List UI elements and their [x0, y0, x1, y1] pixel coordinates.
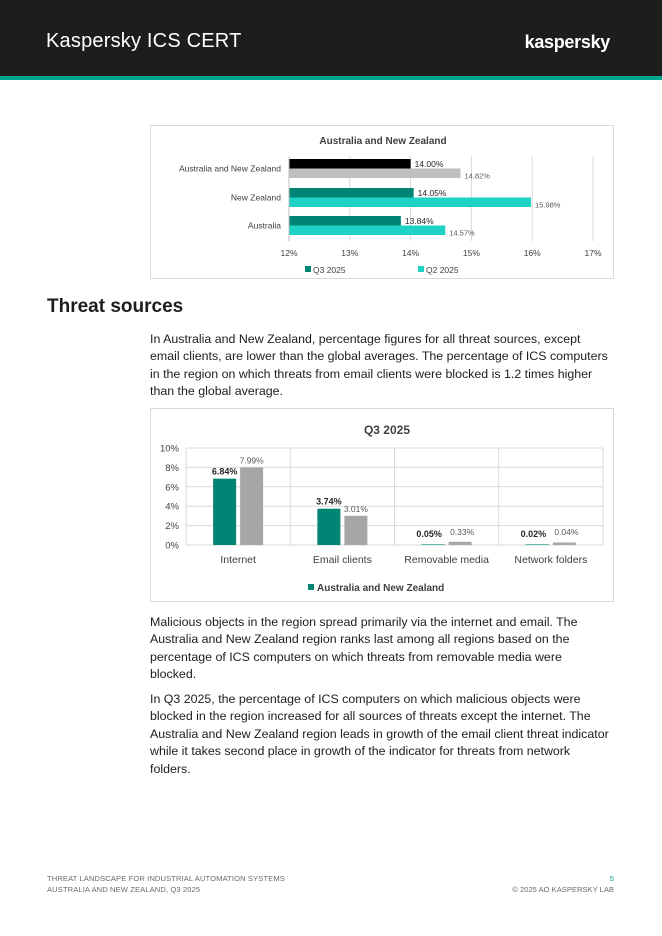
section-title: Threat sources: [47, 296, 184, 317]
data-label-world: 0.04%: [554, 527, 579, 537]
page-header: [0, 0, 662, 76]
category-label: Australia and New Zealand: [178, 163, 281, 174]
paragraph-3: In Q3 2025, the percentage of ICS computers on which malicious objects were blocked in the region increased for all sources of threats except the internet. The Australia and New Zealand region leads in growth of the email client threat indicator while it takes second place in growth of the indicator for threats from network folders.: [150, 692, 609, 776]
y-tick-label: 10%: [159, 443, 179, 455]
data-label-world: 7.99%: [239, 455, 264, 466]
bar-q3: [289, 188, 414, 198]
data-label-anz: 0.05%: [416, 529, 442, 539]
data-label-q3: 14.05%: [417, 188, 447, 198]
x-tick-label: 17%: [584, 248, 602, 258]
legend-label-anz: Australia and New Zealand: [317, 583, 445, 594]
bar-world: [449, 542, 472, 545]
chart-anz-comparison: [150, 125, 614, 279]
footer-report-region: AUSTRALIA AND NEW ZEALAND, Q3 2025: [47, 885, 201, 894]
y-tick-label: 0%: [165, 540, 179, 552]
bar-world: [344, 516, 367, 545]
data-label-q2: 15.98%: [534, 200, 561, 210]
data-label-world: 3.01%: [343, 503, 368, 514]
header-accent-stripe: [0, 76, 662, 80]
page-number: 5: [609, 874, 614, 883]
legend-swatch-anz: [308, 584, 314, 590]
data-label-world: 0.33%: [450, 527, 475, 537]
chart-threat-sources: [150, 408, 614, 602]
bar-anz: [422, 544, 445, 545]
paragraph-1: In Australia and New Zealand, percentage figures for all threat sources, except email clients, are lower than the global averages. The percentage of ICS computers in the region on which threats from email clients were blocked is 1.2 times higher than the global average.: [150, 332, 608, 399]
footer-report-title: THREAT LANDSCAPE FOR INDUSTRIAL AUTOMATION SYSTEMS: [47, 874, 285, 883]
x-tick-label: 12%: [280, 248, 298, 258]
category-label: Internet: [220, 554, 256, 566]
legend-swatch-q3: [305, 266, 311, 272]
footer-left: [47, 873, 285, 895]
category-label: Email clients: [312, 554, 372, 566]
data-label-q2: 14.82%: [464, 171, 490, 181]
footer-copyright: © 2025 AO KASPERSKY LAB: [512, 885, 614, 894]
header-title: Kaspersky ICS CERT: [46, 30, 242, 52]
data-label-q3: 14.00%: [414, 159, 444, 169]
x-tick-label: 13%: [341, 248, 359, 258]
data-label-anz: 3.74%: [316, 496, 342, 507]
bar-q2: [289, 226, 445, 236]
bar-anz: [213, 479, 236, 545]
bar-q2: [289, 169, 460, 179]
legend-label-q3: Q3 2025: [313, 265, 346, 275]
paragraph-2: Malicious objects in the region spread primarily via the internet and email. The Australia and New Zealand region ranks last among all regions based on the percentage of ICS computers on which threats from removable media were blocked.: [150, 615, 578, 682]
bar-anz: [317, 509, 340, 545]
y-tick-label: 6%: [165, 482, 179, 494]
x-tick-label: 16%: [523, 248, 541, 258]
chart-threat-sources-svg: [151, 409, 615, 603]
data-label-anz: 6.84%: [211, 466, 238, 477]
data-label-q2: 14.57%: [449, 228, 475, 238]
x-tick-label: 15%: [462, 248, 480, 258]
chart-title: Q3 2025: [363, 423, 411, 437]
category-label: Removable media: [404, 554, 489, 566]
kaspersky-logo: kaspersky: [524, 32, 610, 52]
legend-label-q2: Q2 2025: [426, 265, 459, 275]
bar-world: [240, 467, 263, 545]
bar-q2: [289, 198, 531, 208]
y-tick-label: 4%: [165, 501, 179, 513]
x-tick-label: 14%: [402, 248, 420, 258]
bar-anz: [526, 544, 549, 545]
data-label-anz: 0.02%: [520, 529, 547, 539]
bar-q3: [289, 216, 401, 226]
category-label: Australia: [247, 220, 281, 231]
legend-swatch-q2: [418, 266, 424, 272]
y-tick-label: 2%: [165, 521, 179, 533]
bar-world: [553, 543, 576, 546]
data-label-q3: 13.84%: [404, 216, 434, 226]
bar-q3: [289, 159, 411, 169]
chart-anz-svg: [151, 126, 615, 280]
footer-right: [512, 873, 614, 895]
chart-title: Australia and New Zealand: [319, 136, 447, 147]
category-label: New Zealand: [230, 192, 281, 203]
category-label: Network folders: [514, 554, 588, 566]
y-tick-label: 8%: [165, 462, 179, 474]
